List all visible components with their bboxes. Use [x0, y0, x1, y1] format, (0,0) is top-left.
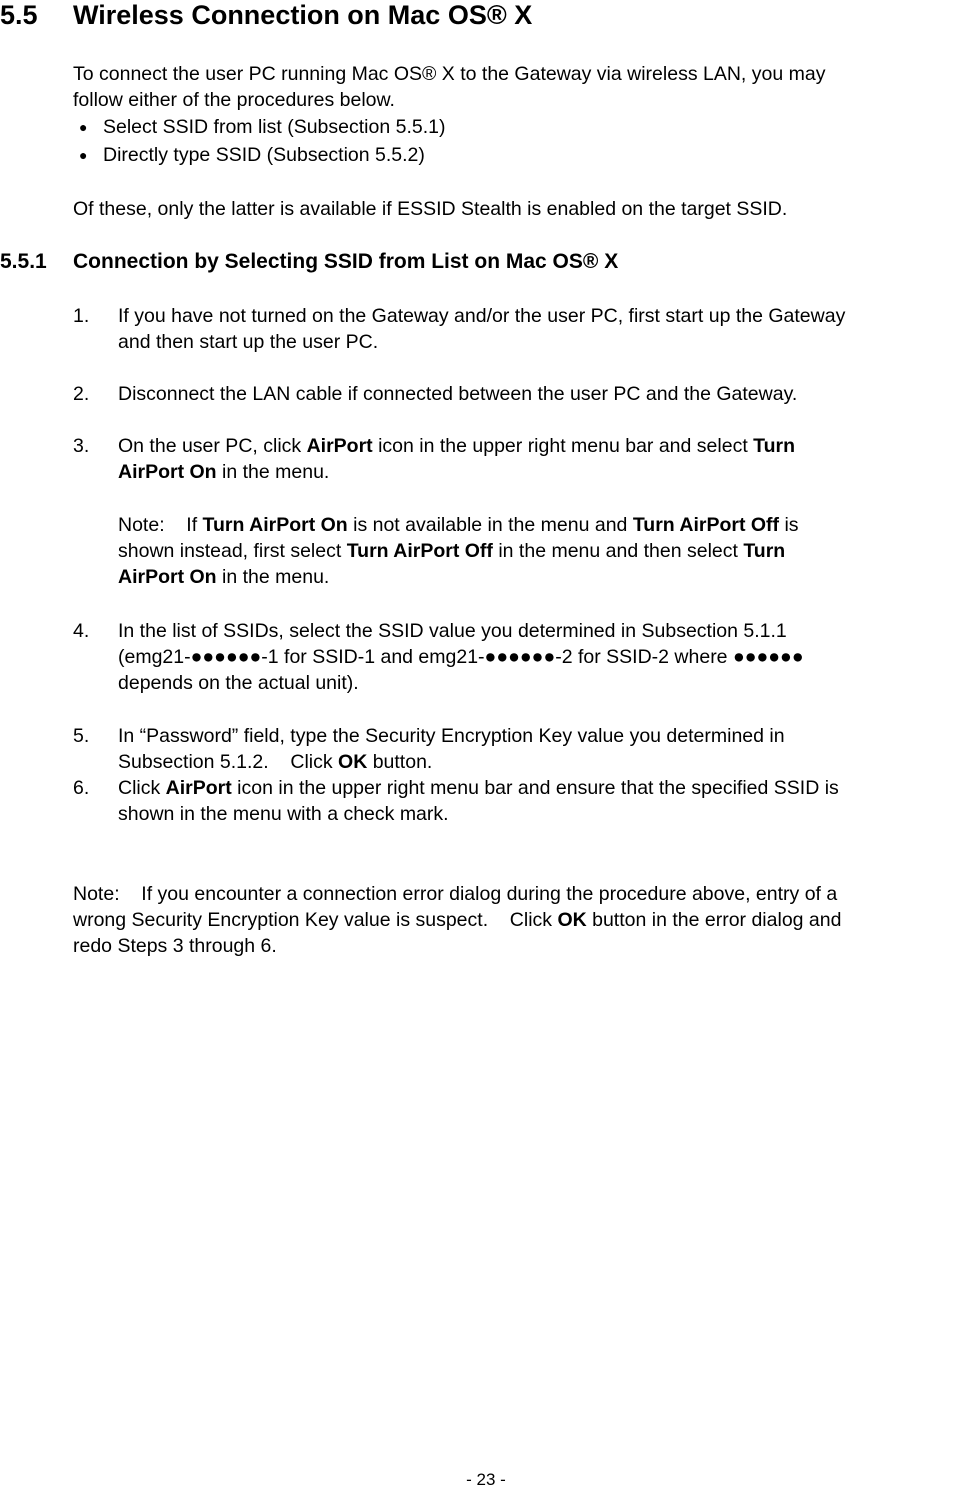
step-number: 3.: [73, 435, 90, 457]
bullet-icon: ●: [79, 147, 88, 163]
step-text: (emg21-●●●●●●-1 for SSID-1 and emg21-●●●●●●-2 for SSID-2 where ●●●●●●: [118, 646, 804, 668]
final-note-line-3: redo Steps 3 through 6.: [73, 935, 277, 957]
step-number: 1.: [73, 305, 90, 327]
stealth-note: Of these, only the latter is available if ESSID Stealth is enabled on the target SSID.: [73, 198, 788, 220]
step-text: AirPort On in the menu.: [118, 461, 330, 483]
bullet-item: Directly type SSID (Subsection 5.5.2): [103, 144, 425, 166]
step-text: Subsection 5.1.2. Click OK button.: [118, 751, 433, 773]
final-note-line-2: wrong Security Encryption Key value is suspect. Click OK button in the error dialog and: [73, 909, 842, 931]
intro-line-2: follow either of the procedures below.: [73, 89, 395, 111]
bullet-item: Select SSID from list (Subsection 5.5.1): [103, 116, 446, 138]
page-number: - 23 -: [466, 1470, 506, 1489]
step-text: shown in the menu with a check mark.: [118, 803, 449, 825]
step-text: and then start up the user PC.: [118, 331, 379, 353]
step-number: 5.: [73, 725, 90, 747]
note-text: Note: If Turn AirPort On is not available in the menu and Turn AirPort Off is: [118, 514, 799, 536]
final-note-line-1: Note: If you encounter a connection error dialog during the procedure above, entry of a: [73, 883, 838, 905]
note-text: shown instead, first select Turn AirPort Off in the menu and then select Turn: [118, 540, 786, 562]
step-text: In “Password” field, type the Security Encryption Key value you determined in: [118, 725, 785, 747]
section-number: 5.5: [0, 0, 38, 30]
step-number: 6.: [73, 777, 90, 799]
note-text: AirPort On in the menu.: [118, 566, 330, 588]
subsection-number: 5.5.1: [0, 250, 47, 273]
step-number: 2.: [73, 383, 90, 405]
intro-line-1: To connect the user PC running Mac OS® X to the Gateway via wireless LAN, you may: [73, 63, 826, 85]
step-text: depends on the actual unit).: [118, 672, 359, 694]
section-title: Wireless Connection on Mac OS® X: [73, 0, 533, 30]
step-text: If you have not turned on the Gateway and/or the user PC, first start up the Gateway: [118, 305, 846, 327]
step-number: 4.: [73, 620, 90, 642]
step-text: On the user PC, click AirPort icon in the upper right menu bar and select Turn: [118, 435, 796, 457]
step-text: Click AirPort icon in the upper right menu bar and ensure that the specified SSID is: [118, 777, 839, 799]
step-text: Disconnect the LAN cable if connected between the user PC and the Gateway.: [118, 383, 798, 405]
step-text: In the list of SSIDs, select the SSID value you determined in Subsection 5.1.1: [118, 620, 787, 642]
subsection-title: Connection by Selecting SSID from List on Mac OS® X: [73, 250, 619, 273]
bullet-icon: ●: [79, 119, 88, 135]
